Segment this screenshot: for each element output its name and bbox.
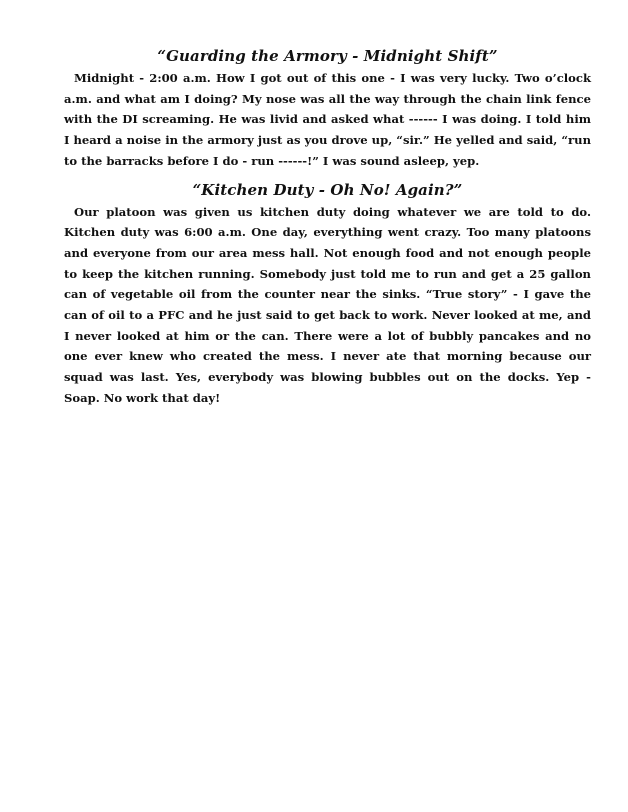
section-body: Our platoon was given us kitchen duty doing whatever we are told to do. Kitchen duty was 6:00 a.m. One day, everything went crazy. Too many platoons and everyone from our area mess hall. Not enough food and not enough people to keep the kitchen running. Somebody just told me to run and get a 25 gallon can of vegetable oil from the counter near the sinks. “True story” - I gave the can of oil to a PFC and he just said to get back to work. Never looked at me, and I never looked at him or the can. There were a lot of bubbly pancakes and no one ever knew who created the mess. I never ate that morning because our squad was last. Yes, everybody was blowing bubbles out on the docks. Yep - Soap. No work that day! — [64, 204, 591, 405]
section-guarding-armory — [64, 46, 591, 172]
section-title: “Guarding the Armory - Midnight Shift” — [157, 47, 498, 65]
section-body: Midnight - 2:00 a.m. How I got out of this one - I was very lucky. Two o’clock a.m. and what am I doing? My nose was all the way through the chain link fence with the DI screaming. He was livid and asked what ------ I was doing. I told him I heard a noise in the armory just as you drove up, “sir.” He yelled and said, “run to the barracks before I do - run ------!” I was sound asleep, yep. — [64, 71, 591, 168]
section-kitchen-duty — [64, 180, 591, 409]
document-page — [64, 46, 591, 409]
section-title: “Kitchen Duty - Oh No! Again?” — [192, 180, 463, 199]
